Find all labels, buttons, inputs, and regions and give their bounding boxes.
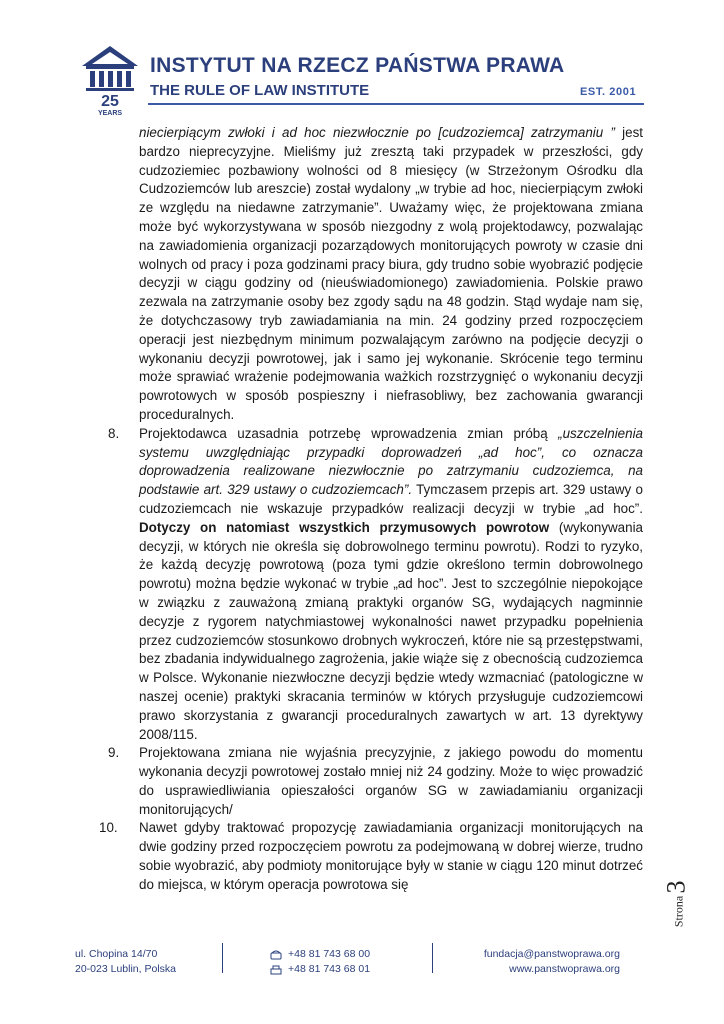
fax-icon: [270, 965, 282, 975]
item9-text: Projektowana zmiana nie wyjaśnia precyzyjnie, z jakiego powodu do momentu wykonania decyzji powrotowej zostało mniej niż 24 godziny. Może to więc prowadzić do usprawiedliwiania opieszałości organów SG w zawiadamianiu organizacji monitorujących/: [139, 745, 643, 817]
footer-divider: [432, 943, 433, 973]
established-year: EST. 2001: [580, 86, 637, 98]
logo-years: YEARS: [97, 110, 123, 116]
logo-number: 25: [101, 93, 119, 110]
phone-icon: [270, 950, 282, 960]
list-item-8: [108, 425, 643, 745]
footer-online: [470, 947, 620, 977]
address-city: 20-023 Lublin, Polska: [75, 963, 176, 975]
document-body: [99, 124, 643, 895]
item10-text: Nawet gdyby traktować propozycję zawiadamiania organizacji monitorujących na dwie godziny przed rozpoczęciem powrotu za podejmowaną w dobrej wierze, trudno sobie wyobrazić, aby podmioty monitorujące były w stanie w ciągu 120 minut dotrzeć do miejsca, w którym operacja powrotowa się: [139, 820, 643, 892]
phone-number: +48 81 743 68 00: [288, 948, 371, 960]
footer-contact: [270, 947, 370, 977]
intro-italic-text: niecierpiącym zwłoki i ad hoc niezwłocznie po [cudzoziemca] zatrzymaniu ”: [139, 125, 615, 140]
institute-name-pl: INSTYTUT NA RZECZ PAŃSTWA PRAWA: [150, 54, 565, 77]
document-header: [0, 0, 724, 125]
institute-name-en: THE RULE OF LAW INSTITUTE: [150, 82, 370, 99]
page-label: Strona: [671, 895, 686, 928]
list-number: 10.: [99, 820, 118, 836]
page-number-block: [661, 872, 692, 938]
list-item-10: [99, 819, 643, 894]
list-number: 9.: [108, 745, 120, 761]
item8-italic-quote: „uszczelnienia systemu uwzględniając przypadki doprowadzeń „ad hoc”, co oznacza doprowadzenia realizowane niezwłocznie po zatrzymaniu cudzoziemca, na podstawie art. 329 ustawy o cudzoziemcach”.: [139, 425, 643, 498]
fax-number: +48 81 743 68 01: [288, 963, 371, 975]
email-link[interactable]: fundacja@panstwoprawa.org: [483, 948, 620, 960]
list-number: 8.: [108, 425, 120, 441]
page-number: 3: [661, 880, 691, 894]
header-divider: [148, 103, 644, 105]
footer-address: [75, 947, 176, 977]
institute-logo-icon: [80, 44, 140, 116]
address-street: ul. Chopina 14/70: [75, 948, 158, 960]
item8-text-a: Projektodawca uzasadnia potrzebę wprowadzenia zmian próbą: [139, 425, 559, 441]
item8-text-c: (wykonywania decyzji, w których nie określa się dobrowolnego terminu powrotu). Rodzi to ryzyko, że każdą decyzję powrotową (poza tymi gdzie określono termin dobrowolnego powrotu) można będzie wykonać w trybie „ad hoc”. Jest to szczególnie niepokojące w związku z zauważoną zmianą praktyki organów SG, wydających nagminnie decyzje z rygorem natychmiastowej wykonalności nawet przypadku popełnienia przez cudzoziemców stosunkowo drobnych wykroczeń, które nie są przestępstwami, bez zbadania indywidualnego zagrożenia, jakie wiąże się z obecnością cudzoziemca w Polsce. Wykonanie niezwłoczne decyzji będzie wtedy wzmacniać (patologiczne w naszej ocenie) praktyki skracania terminów w których przysługuje cudzoziemcowi prawo skorzystania z gwarancji proceduralnych zawartych w art. 13 dyrektywy 2008/115.: [139, 519, 643, 742]
list-item-9: [108, 744, 643, 819]
footer-divider: [222, 943, 223, 973]
document-footer: [0, 935, 724, 995]
item8-text-b: Tymczasem przepis art. 329 ustawy o cudzoziemcach nie wskazuje przypadków realizacji decyzji w trybie „ad hoc”.: [139, 482, 643, 516]
website-link[interactable]: www.panstwoprawa.org: [509, 963, 620, 975]
intro-text: jest bardzo nieprecyzyjne. Mieliśmy już zresztą taki przypadek w przeszłości, gdy cudzoziemiec pozbawiony wolności od 8 miesięcy (w Strzeżonym Ośrodku dla Cudzoziemców lub areszcie) został wydalony „w trybie ad hoc, niecierpiącym zwłoki ze względu na niedawne zatrzymanie”. Uważamy więc, że projektowana zmiana może być wykorzystywana w sposób niezgodny z wolą projektodawcy, pozwalając na zawiadomienia organizacji pozarządowych monitorujących powroty w czasie dni wolnych od pracy i poza godzinami pracy biura, gdy trudno sobie wyobrazić podjęcie decyzji w ciągu godziny od (nieuświadomionego) zawiadomienia. Polskie prawo zezwala na zatrzymanie osoby bez zgody sądu na 48 godzin. Stąd wydaje nam się, że dotychczasowy tryb zawiadamiania na min. 24 godziny przed rozpoczęciem operacji jest niezbędnym minimum pozwalającym zarówno na podjęcie decyzji o wykonaniu decyzji powrotowej, jak i samo jej wykonanie. Skrócenie tego terminu może sprawiać wrażenie podejmowania ważkich rozstrzygnięć o wykonaniu decyzji powrotowych w sposób pospieszny i niefrasobliwy, bez zachowania gwarancji proceduralnych.: [139, 125, 643, 422]
item8-bold-text: Dotyczy on natomiast wszystkich przymusowych powrotow: [139, 519, 550, 535]
paragraph-continuation: [108, 124, 643, 425]
